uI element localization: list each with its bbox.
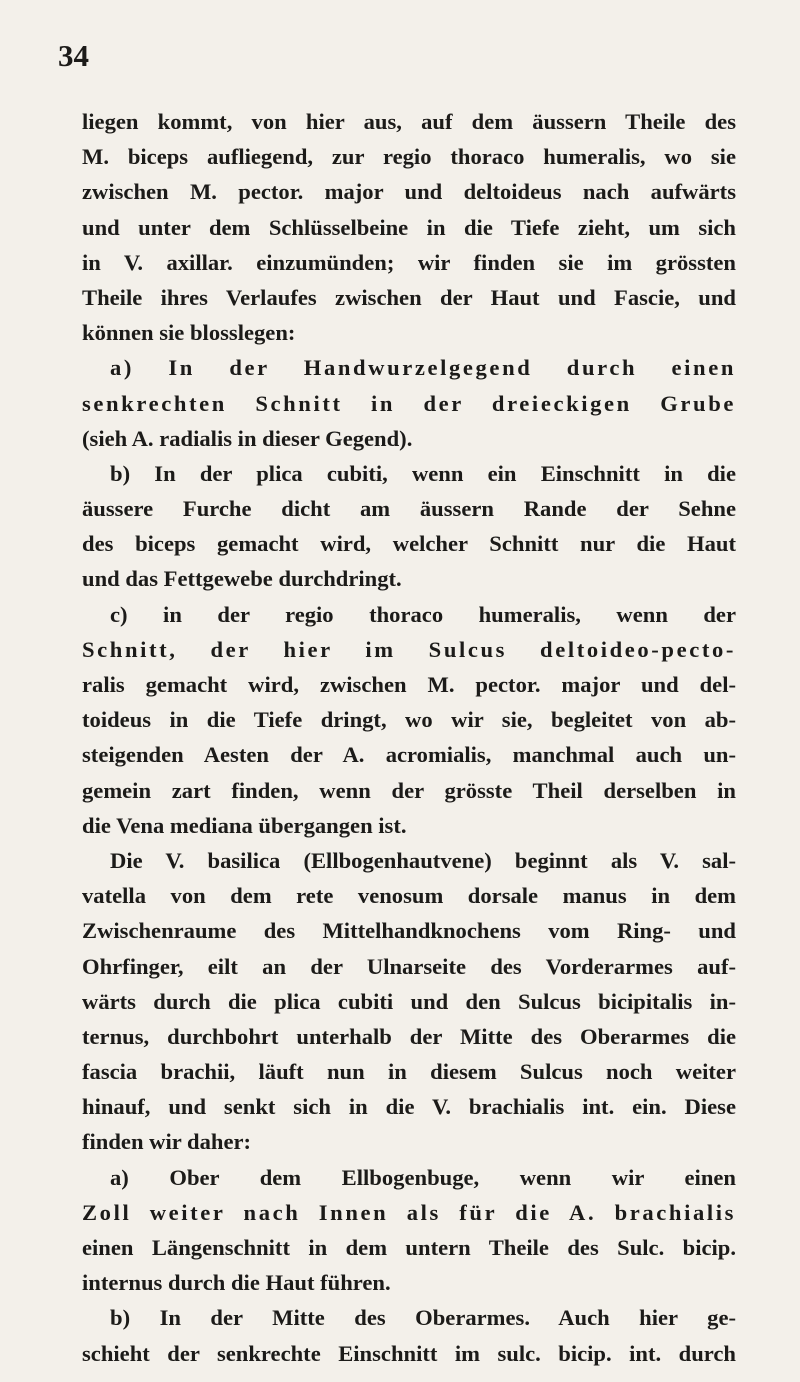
text-line: senkrechten Schnitt in der dreieckigen Grube [82,390,736,416]
text-line: und unter dem Schlüsselbeine in die Tiefe zieht, um sich [82,214,736,240]
page-number: 34 [58,38,89,73]
text-line: Zwischenraume des Mittelhandknochens vom Ring- und [82,918,736,944]
text-line: Schnitt, der hier im Sulcus deltoideo-pecto- [82,636,736,662]
text-line: c) in der regio thoraco humeralis, wenn der [110,601,736,627]
text-line: in V. axillar. einzumünden; wir finden sie im grössten [82,249,736,275]
text-line: a) Ober dem Ellbogenbuge, wenn wir einen [110,1164,736,1190]
body-text [82,104,736,1371]
text-line: und das Fettgewebe durchdringt. [82,566,402,592]
text-line: fascia brachii, läuft nun in diesem Sulcus noch weiter [82,1059,736,1085]
text-line: b) In der plica cubiti, wenn ein Einschnitt in die [110,460,736,486]
text-line: Ohrfinger, eilt an der Ulnarseite des Vorderarmes auf- [82,953,736,979]
text-line: Theile ihres Verlaufes zwischen der Haut und Fascie, und [82,284,736,310]
text-line: b) In der Mitte des Oberarmes. Auch hier ge- [110,1305,736,1331]
text-line: ternus, durchbohrt unterhalb der Mitte des Oberarmes die [82,1023,736,1049]
text-line: toideus in die Tiefe dringt, wo wir sie, begleitet von ab- [82,707,736,733]
text-line: des biceps gemacht wird, welcher Schnitt nur die Haut [82,531,736,557]
text-line: finden wir daher: [82,1129,252,1155]
text-line: M. biceps aufliegend, zur regio thoraco humeralis, wo sie [82,144,736,170]
text-line: ralis gemacht wird, zwischen M. pector. major und del- [82,672,736,697]
text-line: schieht der senkrechte Einschnitt im sulc. bicip. int. durch [82,1340,736,1366]
text-line: die Vena mediana übergangen ist. [82,812,407,838]
text-line: vatella von dem rete venosum dorsale manus in dem [82,883,736,909]
text-line: gemein zart finden, wenn der grösste Theil derselben in [82,777,736,803]
text-line: Zoll weiter nach Innen als für die A. brachialis [82,1199,736,1225]
text-line: wärts durch die plica cubiti und den Sulcus bicipitalis in- [82,988,736,1014]
text-line: internus durch die Haut führen. [82,1270,391,1296]
text-line: steigenden Aesten der A. acromialis, manchmal auch un- [82,742,736,768]
text-line: a) In der Handwurzelgegend durch einen [110,355,736,381]
text-line: liegen kommt, von hier aus, auf dem äussern Theile des [82,109,736,134]
text-line: (sieh A. radialis in dieser Gegend). [82,425,413,451]
text-line: können sie blosslegen: [82,320,296,346]
text-line: zwischen M. pector. major und deltoideus nach aufwärts [82,179,736,205]
text-line: äussere Furche dicht am äussern Rande der Sehne [82,496,736,522]
text-line: hinauf, und senkt sich in die V. brachialis int. ein. Diese [82,1094,736,1120]
text-line: Die V. basilica (Ellbogenhautvene) beginnt als V. sal- [110,847,736,873]
text-line: einen Längenschnitt in dem untern Theile des Sulc. bicip. [82,1235,736,1260]
